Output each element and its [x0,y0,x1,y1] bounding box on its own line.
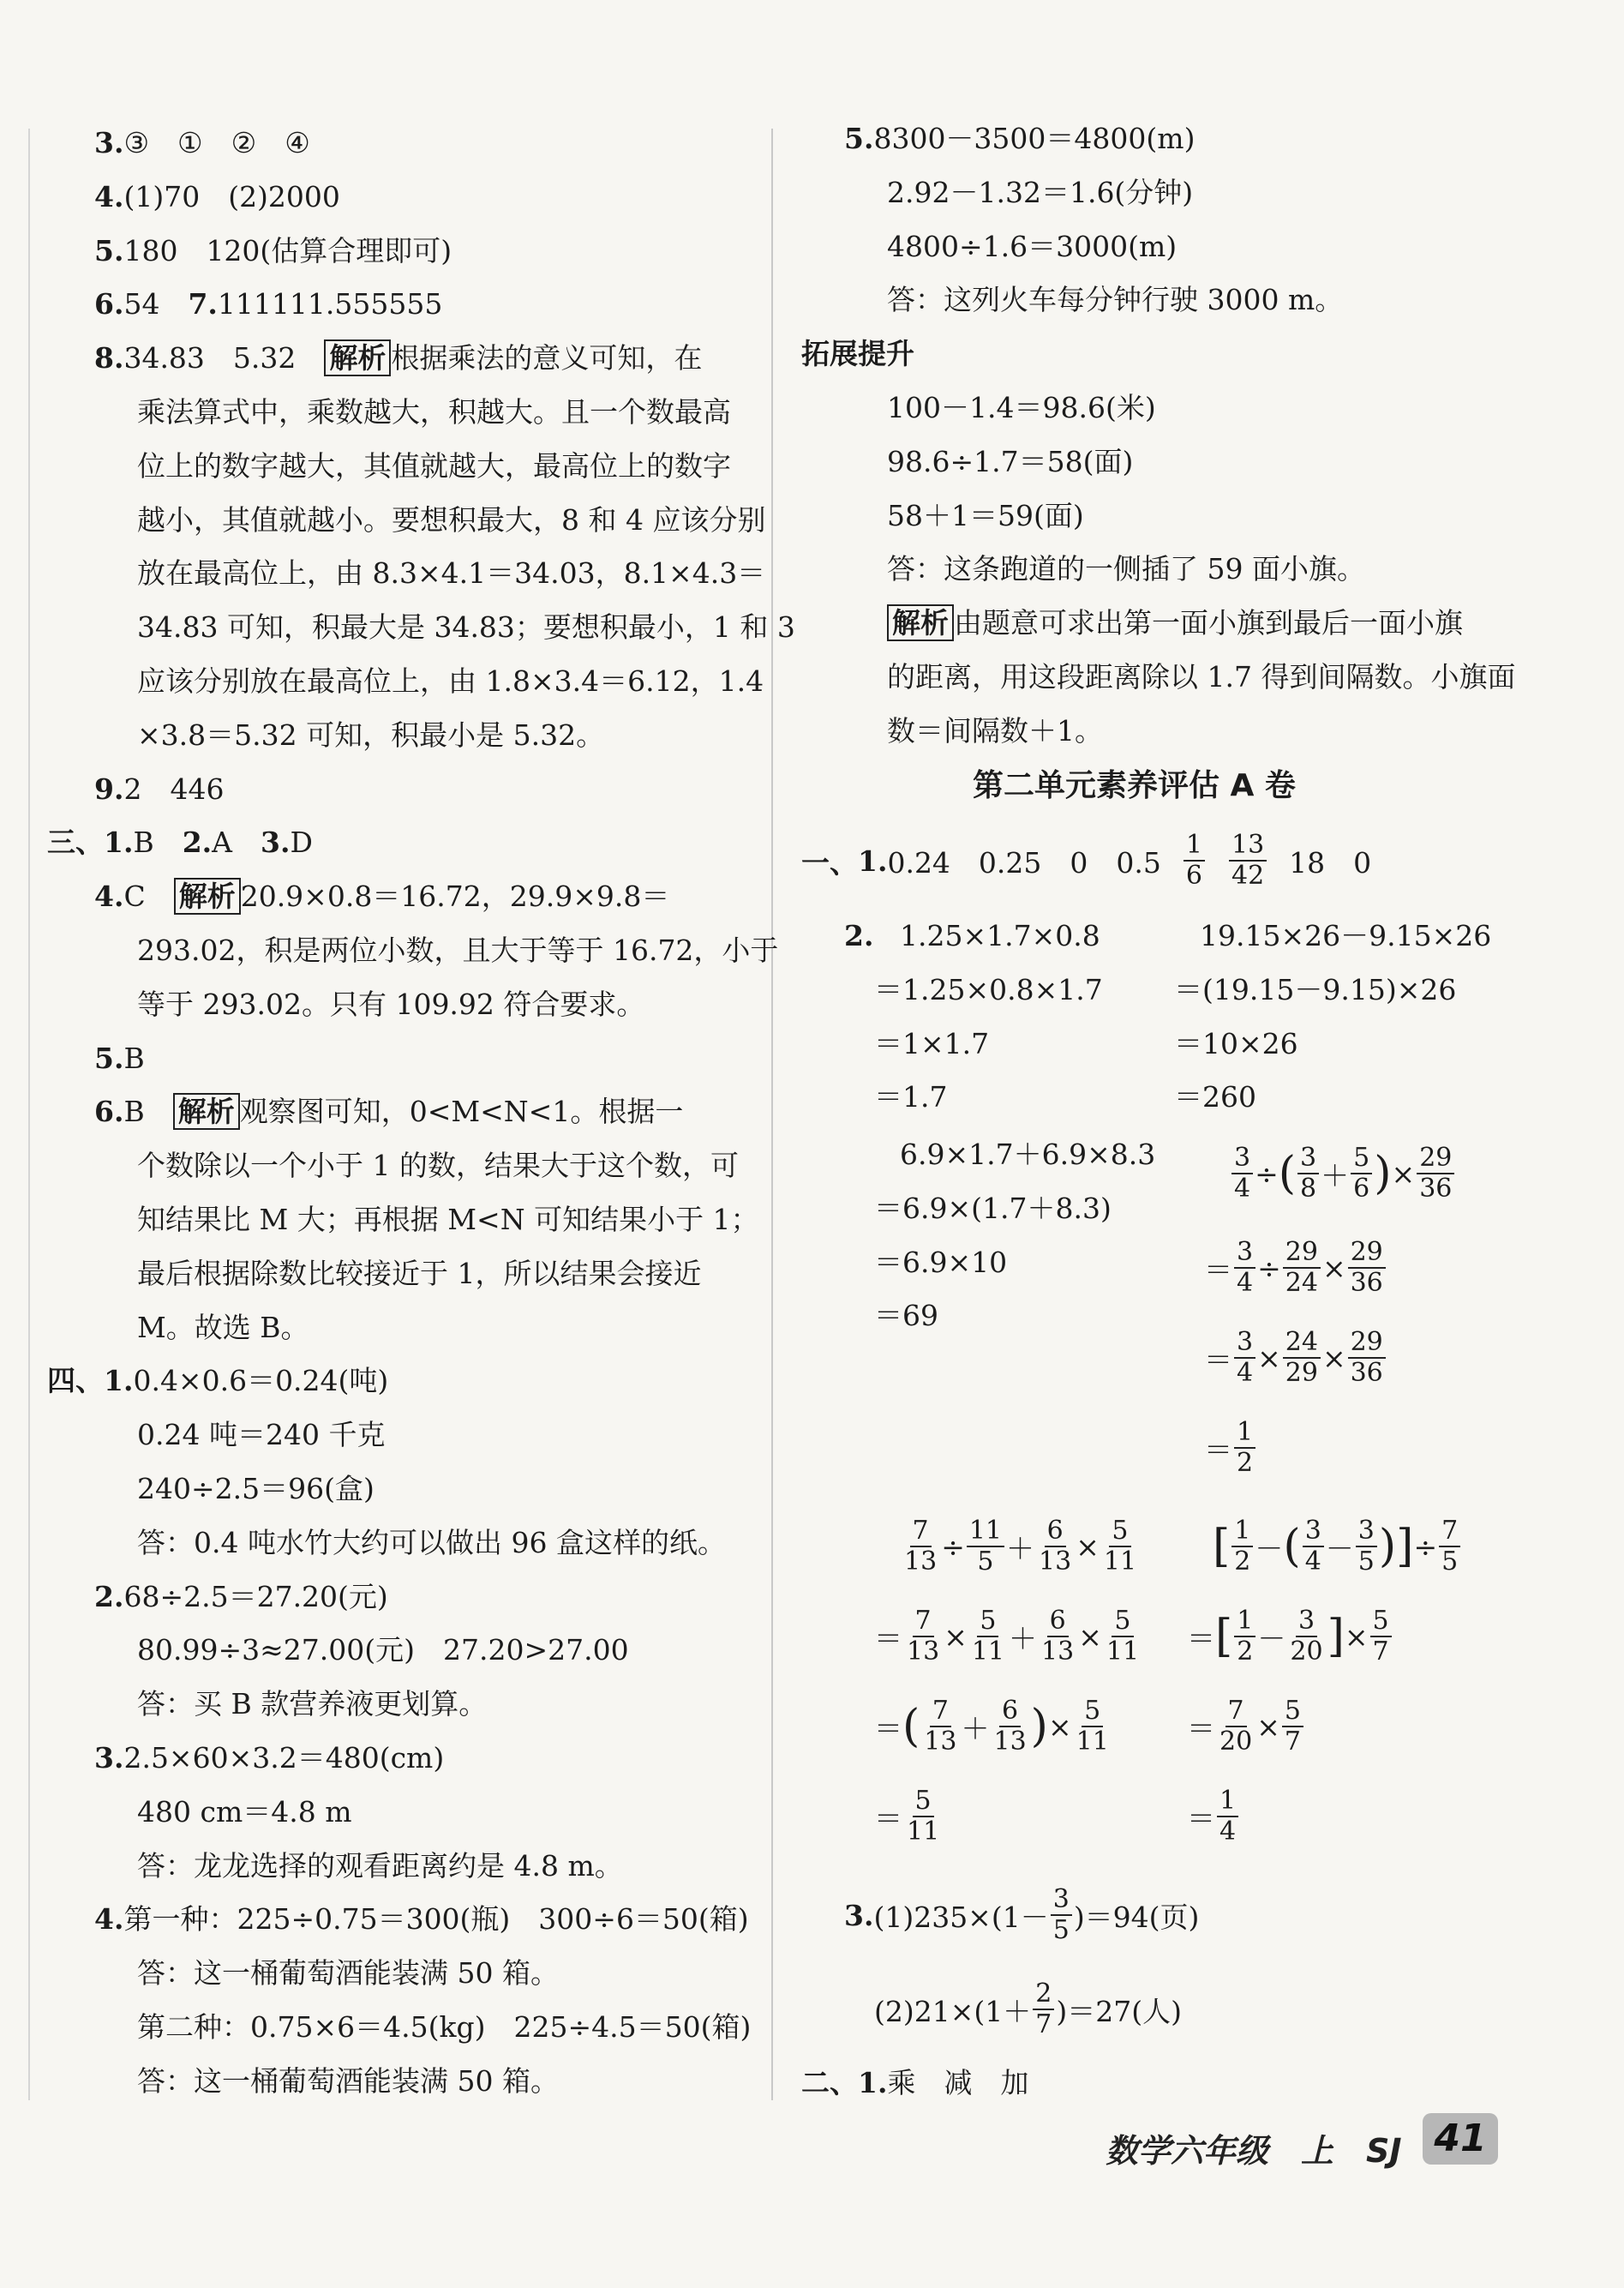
answer-line [137,1631,629,1669]
calc-f-row1: [ $\frac{1}{2}$ － ( $\frac{3}{4}$ － $\frac{3}{5}$ )] ÷ $\frac{7}{5}$ [1213,1513,1462,1580]
calc-d-row1: $\frac{3}{4}$ ÷ ( $\frac{3}{8}$ ＋ $\frac{5}{6}$ ) × $\frac{29}{36}$ [1230,1140,1456,1207]
question-number: 3. [94,126,124,159]
answer-text: 答：龙龙选择的观看距离约是 4.8 m。 [137,1848,623,1883]
answer-text: 180 120(估算合理即可) [123,233,452,267]
answer-line [887,389,1156,427]
calc-step: ＝69 [874,1299,938,1333]
calc-e-row2: ＝ $\frac{7}{13}$ × $\frac{5}{11}$ ＋ $\frac{6}{13}$ × $\frac{5}{11}$ [874,1606,1140,1666]
answer-text: 由题意可求出第一面小旗到最后一面小旗 [954,606,1463,640]
calc-e-row3: ＝ ( $\frac{7}{13}$ ＋ $\frac{6}{13}$ ) × $\frac{5}{11}$ [874,1696,1109,1757]
answer-line [137,986,644,1024]
answer-text: M。故选 B。 [137,1310,309,1344]
calc-step: ＝1.25×0.8×1.7 [874,972,1103,1006]
answer-text: 位上的数字越大，其值就越大，最高位上的数字 [137,448,731,483]
answer-line [137,2063,559,2100]
answer-text: ③ ① ② ④ [123,126,310,159]
answer-line [887,443,1133,481]
section-marker: 一、 [801,845,858,880]
question-number: 2. [844,919,874,952]
answer-line [94,1578,388,1616]
section-heading: 拓展提升 [801,337,914,371]
question-number: 2. [94,1579,124,1613]
question-number: 8. [94,341,124,375]
answer-text: 应该分别放在最高位上，由 1.8×3.4＝6.12，1.4 [137,664,764,698]
answer-text: 观察图可知，0<M<N<1。根据一 [239,1095,684,1129]
q3-line2: (2)21×(1＋ $\frac{2}{7}$ )＝27(人) [874,1979,1182,2039]
question-number: 6. [94,1095,124,1129]
calc-step: ＝6.9×(1.7＋8.3) [874,1191,1112,1225]
answer-text: 第一种：225÷0.75＝300(瓶) 300÷6＝50(箱) [123,1902,749,1937]
answer-text: B [123,1095,173,1129]
answer-line [887,604,1463,642]
answer-line [887,281,1343,319]
calc-f-row4: ＝ $\frac{1}{4}$ [1187,1783,1240,1850]
answer-line [94,124,310,162]
column-divider [771,129,773,2100]
answer-text: 98.6÷1.7＝58(面) [887,444,1134,478]
answer-text: 58＋1＝59(面) [887,498,1084,532]
answer-line [844,120,1195,158]
answer-line [137,1147,739,1185]
answer-line [137,1685,487,1723]
answer-line [94,1040,145,1078]
calc-d-row4: ＝ $\frac{1}{2}$ [1204,1414,1257,1481]
answer-text: 20.9×0.8＝16.72，29.9×9.8＝ [240,880,670,914]
answer-text: 54 [123,287,189,321]
question-number: 2. [182,826,213,860]
answer-text: 越小，其值就越小。要想积最大，8 和 4 应该分别 [137,502,766,537]
answer-text: ×3.8＝5.32 可知，积最小是 5.32。 [137,718,605,752]
answer-text: 答：买 B 款营养液更划算。 [137,1687,488,1721]
answer-text: 根据乘法的意义可知，在 [391,341,703,375]
answer-text: (1)70 (2)2000 [123,179,340,213]
answer-text: D [290,826,313,860]
answer-line [137,1955,559,1992]
calc-e-row1: $\frac{7}{13}$ ÷ $\frac{11}{5}$ ＋ $\frac{6}{13}$ × $\frac{5}{11}$ [904,1516,1137,1576]
answer-line [887,550,1365,588]
answer-line [137,393,731,431]
calc-f-row2: ＝ [ $\frac{1}{2}$ － $\frac{3}{20}$ ] × $\frac{5}{7}$ [1187,1603,1393,1670]
calc-step: ＝(19.15－9.15)×26 [1174,972,1457,1006]
q3-line1: 3. (1)235×(1－ $\frac{3}{5}$ )＝94(页) [844,1884,1200,1945]
section-marker: 三、 [47,826,104,860]
answer-line [137,1524,726,1562]
answer-line [887,174,1193,212]
question-number: 4. [94,179,124,213]
calc-f-row3: ＝ $\frac{7}{20}$ × $\frac{5}{7}$ [1187,1693,1305,1760]
analysis-tag: 解析 [324,339,391,376]
calc-d-row3: ＝ $\frac{3}{4}$ × $\frac{24}{29}$ × $\frac{29}{36}$ [1204,1324,1387,1391]
answer-line [137,555,765,592]
answer-line [887,228,1177,266]
calc-step: ＝260 [1174,1080,1256,1114]
answer-line [887,658,1515,696]
answer-line [137,1416,385,1454]
answer-text: 4800÷1.6＝3000(m) [887,229,1178,263]
question-number: 4. [94,1902,124,1937]
answer-line [137,2009,751,2046]
question-number: 3. [94,1741,124,1775]
answer-text: 480 cm＝4.8 m [137,1794,352,1829]
answer-line [94,1093,683,1131]
q1-line [801,827,1371,894]
calc-step: 6.9×1.7＋6.9×8.3 [900,1138,1156,1171]
answer-text: 8300－3500＝4800(m) [873,122,1196,155]
q1-text: 0.24 0.25 0 0.5 [887,845,1161,880]
answer-text: B [133,826,183,860]
answer-line [47,1362,388,1400]
answer-text: 80.99÷3≈27.00(元) 27.20>27.00 [137,1633,629,1667]
section-marker: 四、 [47,1364,104,1398]
answer-text: 放在最高位上，由 8.3×4.1＝34.03，8.1×4.3＝ [137,556,766,591]
answer-line [137,501,765,539]
answer-line [94,285,442,323]
answer-text: 2 446 [123,772,225,806]
question-number: 6. [94,287,124,321]
unit-title: 第二单元素养评估 A 卷 [973,768,1296,803]
question-number: 1. [858,844,888,878]
question-number: 9. [94,772,124,806]
answer-text: 等于 293.02。只有 109.92 符合要求。 [137,987,645,1021]
calc-step: ＝1.7 [874,1080,948,1114]
q1-tail: 18 0 [1289,845,1372,880]
answer-text: 答：0.4 吨水竹大约可以做出 96 盒这样的纸。 [137,1525,726,1559]
fraction: $\frac{1}{6}$ [1184,831,1205,891]
answer-text: 34.83 5.32 [123,341,325,375]
answer-text: C [123,880,174,914]
answer-line [94,1739,444,1777]
question-number: 7. [188,287,218,321]
answer-text: 34.83 可知，积最大是 34.83；要想积最小，1 和 3 [137,610,795,645]
answer-line [47,824,313,862]
page-number: 41 [1423,2113,1498,2165]
question-number: 5. [94,233,124,267]
answer-text: 68÷2.5＝27.20(元) [123,1579,388,1613]
answer-line [887,497,1084,535]
answer-text: 第二种：0.75×6＝4.5(kg) 225÷4.5＝50(箱) [137,2010,752,2044]
answer-line [137,1470,375,1508]
answer-text: 答：这一桶葡萄酒能装满 50 箱。 [137,1956,559,1991]
answer-line [137,1847,623,1885]
question-number: 4. [94,880,124,914]
answer-line [137,932,778,970]
answer-text: A [212,826,261,860]
answer-text: 数＝间隔数＋1。 [887,713,1103,748]
calc-e-row4: ＝ $\frac{5}{11}$ [874,1786,940,1847]
analysis-tag: 解析 [887,604,954,641]
calc-step: ＝1×1.7 [874,1026,990,1060]
answer-text: 答：这条跑道的一侧插了 59 面小旗。 [887,552,1365,586]
calc-step: 19.15×26－9.15×26 [1200,919,1492,952]
footer-subject: 数学六年级 上 SJ [1106,2132,1402,2170]
answer-text: 乘法算式中，乘数越大，积越大。且一个数最高 [137,395,731,429]
answer-text: 的距离，用这段距离除以 1.7 得到间隔数。小旗面 [887,660,1516,694]
answer-line [137,1255,702,1293]
question-number: 5. [844,122,874,155]
answer-line [94,232,452,270]
answer-text: 293.02，积是两位小数，且大于等于 16.72，小于 [137,934,779,967]
answer-line [137,717,604,754]
answer-line [137,609,795,646]
question-number: 1. [104,1364,134,1398]
answer-text: 111111.555555 [217,287,443,321]
answer-line [137,1201,759,1239]
answer-text: 答：这一桶葡萄酒能装满 50 箱。 [137,2063,559,2098]
answer-text: B [123,1041,145,1075]
calc-step: ＝6.9×10 [874,1245,1008,1279]
answer-text: 最后根据除数比较接近于 1，所以结果会接近 [137,1256,702,1290]
question-number: 3. [261,826,291,860]
answer-text: 0.24 吨＝240 千克 [137,1418,386,1452]
answer-text: 2.92－1.32＝1.6(分钟) [887,175,1194,209]
answer-line [94,178,340,216]
answer-line [94,771,224,808]
analysis-tag: 解析 [173,1093,240,1130]
answer-text: 个数除以一个小于 1 的数，结果大于这个数，可 [137,1149,739,1183]
question-number: 1. [104,826,134,860]
answer-line [137,447,731,485]
answer-text: 100－1.4＝98.6(米) [887,391,1156,424]
calc-step: 1.25×1.7×0.8 [900,919,1100,952]
answer-line [94,1901,749,1938]
answer-line [137,663,764,700]
answer-line [94,339,702,377]
answer-text: 答：这列火车每分钟行驶 3000 m。 [887,283,1344,317]
answer-text: 知结果比 M 大；再根据 M<N 可知结果小于 1； [137,1203,759,1236]
answer-line [137,1309,309,1347]
answer-text: 2.5×60×3.2＝480(cm) [123,1741,445,1775]
answer-text: 0.4×0.6＝0.24(吨) [133,1364,389,1398]
analysis-tag: 解析 [174,878,241,915]
answer-text: 240÷2.5＝96(盒) [137,1472,375,1505]
left-margin-rule [28,129,30,2100]
calc-d-row2: ＝ $\frac{3}{4}$ ÷ $\frac{29}{24}$ × $\frac{29}{36}$ [1204,1234,1387,1301]
answer-line [887,712,1103,750]
question-number: 5. [94,1041,124,1075]
q-last-line: 二、1.乘 减 加 [801,2066,1029,2099]
calc-step: ＝10×26 [1174,1026,1298,1060]
answer-line [94,878,669,916]
answer-line [137,1793,352,1831]
answer-line [801,335,914,373]
fraction: $\frac{13}{42}$ [1229,831,1267,891]
